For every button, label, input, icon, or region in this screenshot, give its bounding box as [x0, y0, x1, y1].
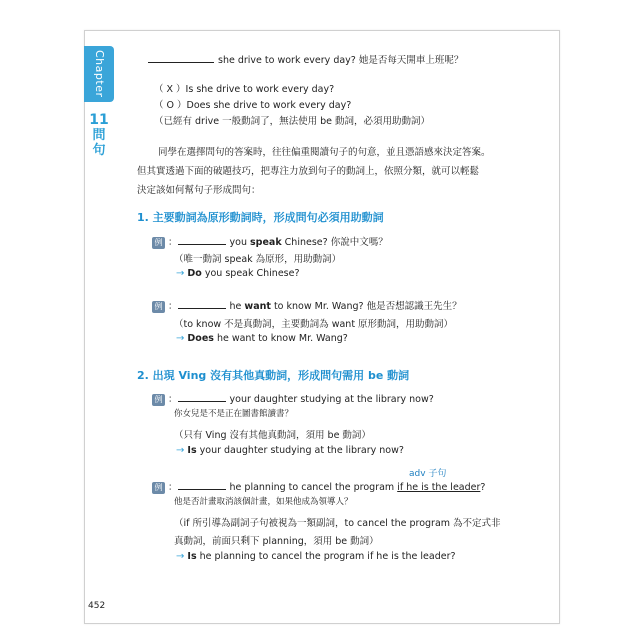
- example-badge: 例: [152, 301, 165, 313]
- adv-clause-annotation: adv 子句: [409, 469, 447, 479]
- answer-blank: [148, 61, 214, 63]
- s2-ex2-translation: 他是否計畫取消該個計畫，如果他成為領導人？: [174, 497, 353, 507]
- chapter-tab-label: Chapter: [93, 50, 106, 98]
- section-2-heading: 2. 出現 Ving 沒有其他真動詞，形成問句需用 be 動詞: [137, 369, 410, 382]
- intro-question: [148, 52, 463, 66]
- s1-ex1-answer-rest: you speak Chinese?: [201, 268, 300, 279]
- chapter-title: 問句: [92, 128, 106, 158]
- s2-example-1: 例 ： your daughter studying at the library now?: [152, 391, 434, 406]
- s2-ex1-text: your daughter studying at the library now?: [229, 394, 434, 405]
- intro-note: （已經有 drive 一般動詞了，無法使用 be 動詞，必須用助動詞）: [154, 116, 430, 127]
- answer-blank: [178, 400, 226, 402]
- s1-ex2-note: （to know 不是真動詞，主要動詞為 want 原形動詞，用助動詞）: [174, 319, 454, 330]
- para-line-2: 但其實透過下面的破題技巧，把專注力放到句子的動詞上，依照分類，就可以輕鬆: [137, 166, 480, 177]
- s2-example-2: 例 ： he planning to cancel the program if he is the leader?: [152, 479, 485, 494]
- example-badge: 例: [152, 394, 165, 406]
- wrong-answer: （ X ）Is she drive to work every day?: [154, 84, 335, 95]
- intro-question-text: she drive to work every day? 她是否每天開車上班呢？: [218, 55, 464, 66]
- s1-ex1-answer: [176, 268, 300, 279]
- arrow-icon: →: [176, 551, 185, 562]
- answer-blank: [178, 307, 226, 309]
- s2-ex2-answer: [176, 551, 456, 562]
- s1-ex1-post: Chinese? 你說中文嗎？: [281, 237, 388, 248]
- s2-ex2-text-a: he planning to cancel the program: [229, 482, 398, 493]
- arrow-icon: →: [176, 268, 185, 279]
- s2-ex2-underlined-clause: if he is the leader: [397, 482, 481, 493]
- s1-ex2-answer-aux: Does: [187, 333, 214, 344]
- example-badge: 例: [152, 237, 165, 249]
- s1-example-2: 例 ： he want to know Mr. Wang? 他是否想認識王先生？: [152, 298, 462, 313]
- s1-ex1-pre: you: [229, 237, 251, 248]
- example-badge: 例: [152, 482, 165, 494]
- s1-ex2-answer: [176, 333, 348, 344]
- s1-ex2-pre: he: [229, 301, 245, 312]
- chapter-number: [88, 112, 110, 158]
- correct-answer: （ O ）Does she drive to work every day?: [154, 100, 352, 111]
- s1-ex2-verb: want: [244, 301, 271, 312]
- s2-ex2-text-b: ?: [480, 482, 486, 493]
- s1-ex2-post: to know Mr. Wang? 他是否想認識王先生？: [270, 301, 462, 312]
- s1-ex2-answer-rest: he want to know Mr. Wang?: [213, 333, 348, 344]
- s2-ex1-answer-rest: your daughter studying at the library now?: [196, 445, 404, 456]
- s1-ex1-note: （唯一動詞 speak 為原形，用助動詞）: [174, 254, 342, 265]
- para-line-3: 決定該如何幫句子形成問句：: [137, 185, 261, 196]
- s2-ex2-answer-rest: he planning to cancel the program if he is the leader?: [196, 551, 456, 562]
- s2-ex1-answer: [176, 445, 404, 456]
- s2-ex1-answer-aux: Is: [187, 445, 197, 456]
- s1-ex1-verb: speak: [250, 237, 282, 248]
- s1-example-1: 例 ： you speak Chinese? 你說中文嗎？: [152, 234, 388, 249]
- s2-ex1-note: （只有 Ving 沒有其他真動詞，須用 be 動詞）: [174, 430, 371, 441]
- section-1-heading: 1. 主要動詞為原形動詞時，形成問句必須用助動詞: [137, 211, 384, 224]
- para-line-1: 同學在選擇問句的答案時，往往偏重閱讀句子的句意，並且憑語感來決定答案。: [158, 147, 491, 158]
- s1-ex1-answer-aux: Do: [187, 268, 202, 279]
- answer-blank: [178, 243, 226, 245]
- arrow-icon: →: [176, 445, 185, 456]
- s2-ex2-answer-aux: Is: [187, 551, 197, 562]
- arrow-icon: →: [176, 333, 185, 344]
- page-number: 452: [88, 601, 106, 611]
- answer-blank: [178, 488, 226, 490]
- s2-ex2-note-2: 真動詞，前面只剩下 planning，須用 be 動詞）: [174, 536, 379, 547]
- s2-ex2-note-1: （if 所引導為副詞子句被視為一類副詞，to cancel the program 為不定式非: [174, 518, 501, 529]
- chapter-number-value: 11: [89, 112, 109, 128]
- s2-ex1-translation: 你女兒是不是正在圖書館讀書？: [174, 409, 294, 419]
